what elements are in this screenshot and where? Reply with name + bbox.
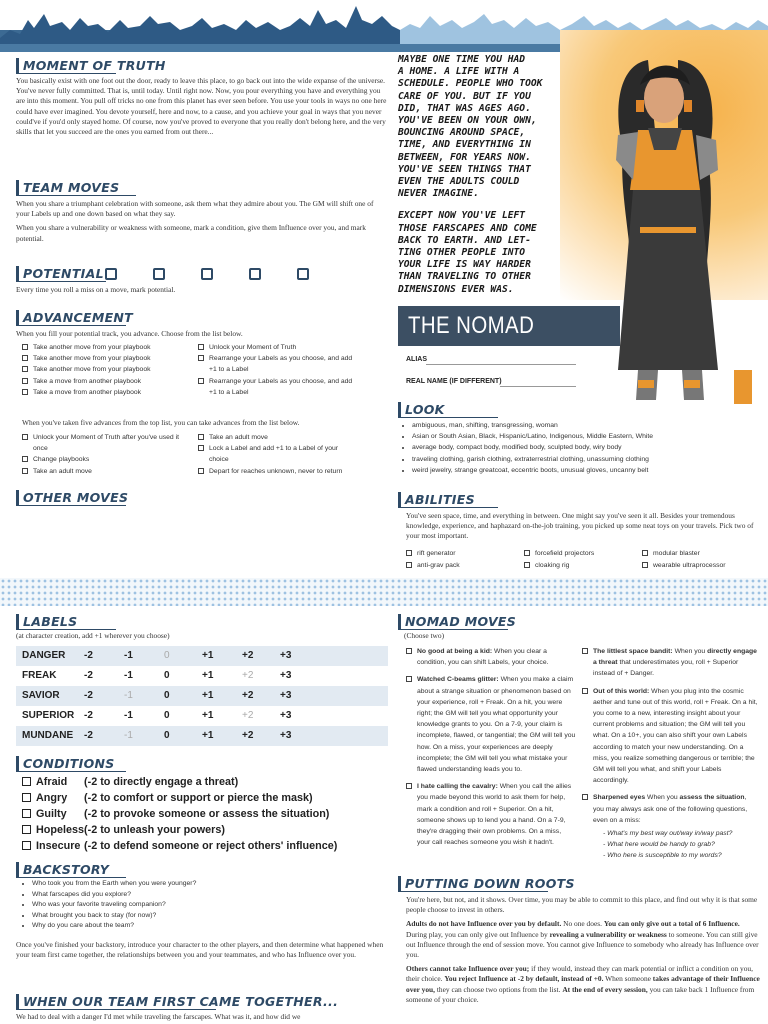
- condition-hopeless[interactable]: Hopeless(-2 to unleash your powers): [22, 822, 392, 838]
- moment-of-truth-text: You basically exist with one foot out the door, ready to leave this place, to go back out into the wide expanse of the universe. You've never fully committed. That is, until today. Until right now. Now, you pour everything you have and everything you are into this moment. You pull off tricks no one from this planet has ever seen before. You use your tools in ways no one here could have ever imagined. You devote yourself, here and now, to a cause, and you achieve your goal in ways that you never could've if you'd only stayed home. Of course, now you've proved to everyone that you really don't belong here, and the very skills that let you succeed are the ones you earned from out there...: [16, 76, 387, 137]
- checkbox[interactable]: [22, 468, 28, 474]
- condition-afraid[interactable]: Afraid (-2 to directly engage a threat): [22, 774, 392, 790]
- label-value[interactable]: -2: [84, 670, 93, 681]
- labels-note: (at character creation, add +1 wherever you choose): [16, 631, 170, 640]
- look-item: • average body, compact body, modified body, sculpted body, wiry body: [412, 442, 758, 453]
- move-sharpened-eyes[interactable]: Sharpened eyes When you assess the situation, you may always ask one of the following questions, even on a miss: - What's my best way out/way in/way past? - What here would be handy to grab? - Who here is susceptible to my words?: [582, 792, 758, 861]
- look-item: • Asian or South Asian, Black, Hispanic/Latino, Indigenous, Middle Eastern, White: [412, 431, 758, 442]
- label-value[interactable]: +1: [202, 650, 214, 661]
- label-value[interactable]: +1: [202, 710, 214, 721]
- checkbox[interactable]: [22, 434, 28, 440]
- real-name-field[interactable]: [500, 386, 576, 387]
- checkbox[interactable]: [22, 793, 31, 802]
- condition-insecure[interactable]: Insecure (-2 to defend someone or reject others' influence): [22, 838, 392, 854]
- advance-option[interactable]: Rearrange your Labels as you choose, and add: [198, 376, 388, 387]
- label-value[interactable]: +1: [202, 670, 214, 681]
- label-value-current[interactable]: +2: [242, 670, 254, 681]
- heading-underline: [16, 281, 106, 282]
- labels-table: [16, 646, 388, 746]
- label-row: [16, 646, 388, 666]
- advance-option[interactable]: Depart for reaches unknown, never to return: [198, 466, 388, 477]
- other-moves-heading: OTHER MOVES: [16, 490, 388, 505]
- label-value[interactable]: +3: [280, 690, 292, 701]
- heading-underline: [398, 629, 508, 630]
- label-name: SAVIOR: [22, 690, 60, 701]
- sharpened-eyes-questions: - What's my best way out/way in/way past? - What here would be handy to grab? - Who here is susceptible to my words?: [603, 830, 733, 860]
- checkbox[interactable]: [22, 841, 31, 850]
- checkbox[interactable]: [198, 445, 204, 451]
- advancement-list-left: [22, 342, 202, 398]
- checkbox[interactable]: [22, 809, 31, 818]
- backstory-question: • What farscapes did you explore?: [32, 890, 388, 901]
- label-value[interactable]: -1: [124, 670, 133, 681]
- roots-text-3: Others cannot take Influence over you; if they would, instead they can mark potential or inflict a condition on you, their choice. You reject Influence at -2 by default, instead of +0. When someone takes advantage of their Influence over you, they can choose two options from the list. At the end of every session, you can take back 1 Influence from someone of your choice.: [406, 964, 760, 1004]
- potential-checkbox[interactable]: [105, 268, 117, 280]
- heading-underline: [398, 891, 548, 892]
- advance-option[interactable]: Change playbooks: [22, 454, 202, 465]
- advance-option[interactable]: Take an adult move: [198, 432, 388, 443]
- checkbox[interactable]: [406, 550, 412, 556]
- moves-column-left: [406, 646, 576, 848]
- team-together-text: We had to deal with a danger I'd met while traveling the farscapes. What was it, and how did we: [16, 1012, 301, 1021]
- moves-column-right: [582, 646, 758, 862]
- potential-text: Every time you roll a miss on a move, mark potential.: [16, 285, 176, 294]
- backstory-question: • What brought you back to stay (for now)?: [32, 911, 388, 922]
- label-name: DANGER: [22, 650, 66, 661]
- advanced-list-left: [22, 432, 202, 477]
- checkbox[interactable]: [198, 355, 204, 361]
- label-value[interactable]: -2: [84, 650, 93, 661]
- advance-option[interactable]: Take another move from your playbook: [22, 364, 202, 375]
- checkbox[interactable]: [22, 344, 28, 350]
- intro-quote: MAYBE ONE TIME YOU HAD A HOME. A LIFE WITH A SCHEDULE. PEOPLE WHO TOOK CARE OF YOU. BUT IF YOU DID, THAT WAS AGES AGO. YOU'VE BEEN ON YOUR OWN, BOUNCING AROUND SPACE, TIME, AND EVERYTHING IN BETWEEN, FOR YEARS NOW. YOU'VE SEEN THINGS THAT EVEN THE ADULTS COULD NEVER IMAGINE. EXCEPT NOW YOU'VE LEFT THOSE FARSCAPES AND COME BACK TO EARTH. AND LET- TING OTHER PEOPLE INTO YOUR LIFE IS WAY HARDER THAN TRAVELING TO OTHER DIMENSIONS EVER WAS.: [398, 54, 543, 295]
- moment-of-truth-heading: MOMENT OF TRUTH: [16, 58, 388, 73]
- advancement-intro-2: When you've taken five advances from the top list, you can take advances from the list below.: [22, 418, 300, 427]
- advance-option[interactable]: Take another move from your playbook: [22, 353, 202, 364]
- checkbox[interactable]: [198, 378, 204, 384]
- label-value[interactable]: +3: [280, 710, 292, 721]
- label-value-current[interactable]: -1: [124, 690, 133, 701]
- heading-underline: [16, 195, 136, 196]
- label-row: [16, 706, 388, 726]
- backstory-heading: BACKSTORY: [16, 862, 388, 877]
- checkbox[interactable]: [642, 562, 648, 568]
- checkbox[interactable]: [22, 777, 31, 786]
- ability-option[interactable]: anti-grav pack: [406, 560, 460, 571]
- nomad-moves-note: (Choose two): [404, 631, 445, 640]
- checkbox[interactable]: [406, 783, 412, 789]
- halftone-divider: [0, 578, 768, 606]
- advance-option[interactable]: Take a move from another playbook: [22, 376, 202, 387]
- checkbox[interactable]: [406, 648, 412, 654]
- advance-option-cont: +1 to a Label: [209, 388, 249, 396]
- labels-heading: LABELS: [16, 614, 388, 629]
- checkbox[interactable]: [22, 378, 28, 384]
- label-value[interactable]: 0: [164, 710, 170, 721]
- heading-underline: [16, 505, 126, 506]
- label-value[interactable]: -2: [84, 710, 93, 721]
- heading-underline: [16, 325, 126, 326]
- look-item: • traveling clothing, garish clothing, extraterrestrial clothing, unassuming clothing: [412, 454, 758, 465]
- conditions-list: [22, 774, 392, 854]
- heading-underline: [16, 771, 126, 772]
- ability-option[interactable]: forcefield projectors: [524, 548, 594, 559]
- nomad-moves-heading: NOMAD MOVES: [398, 614, 760, 629]
- backstory-text: Once you've finished your backstory, introduce your character to the other players, and then determine what happened when your team first came together, the relationships between you and your teammates, and who has Influence over you.: [16, 939, 384, 960]
- heading-underline: [398, 417, 498, 418]
- label-name: SUPERIOR: [22, 710, 75, 721]
- checkbox[interactable]: [406, 562, 412, 568]
- potential-checkbox[interactable]: [249, 268, 261, 280]
- move-no-good-at-being-a-kid[interactable]: No good at being a kid: When you clear a condition, you can shift Labels, your choice.: [406, 646, 576, 668]
- advance-option[interactable]: Unlock your Moment of Truth after you've used it: [22, 432, 202, 443]
- advance-option[interactable]: Lock a Label and add +1 to a Label of your: [198, 443, 388, 454]
- label-value[interactable]: -1: [124, 710, 133, 721]
- label-name: FREAK: [22, 670, 57, 681]
- checkbox[interactable]: [22, 456, 28, 462]
- heading-underline: [16, 1009, 216, 1010]
- label-row: [16, 686, 388, 706]
- label-value[interactable]: 0: [164, 690, 170, 701]
- checkbox[interactable]: [524, 562, 530, 568]
- advance-option[interactable]: Take a move from another playbook: [22, 387, 202, 398]
- label-value[interactable]: +3: [280, 650, 292, 661]
- checkbox[interactable]: [582, 794, 588, 800]
- advance-option-cont: choice: [209, 456, 229, 464]
- condition-angry[interactable]: Angry (-2 to comfort or support or pierce the mask): [22, 790, 392, 806]
- advanced-list-right: [198, 432, 388, 477]
- ability-option[interactable]: rift generator: [406, 548, 456, 559]
- label-value[interactable]: +2: [242, 730, 254, 741]
- look-heading: LOOK: [398, 402, 758, 417]
- label-value-current[interactable]: -1: [124, 730, 133, 741]
- advancement-list-right: [198, 342, 388, 398]
- conditions-heading: CONDITIONS: [16, 756, 388, 771]
- label-value[interactable]: +2: [242, 650, 254, 661]
- team-moves-heading: TEAM MOVES: [16, 180, 388, 195]
- move-littlest-space-bandit[interactable]: The littlest space bandit: When you directly engage a threat that underestimates you, roll + Superior instead of + Danger.: [582, 646, 758, 680]
- label-value[interactable]: +3: [280, 730, 292, 741]
- look-item: • weird jewelry, strange greatcoat, eccentric boots, unusual gloves, uncanny belt: [412, 465, 758, 476]
- potential-checkbox[interactable]: [201, 268, 213, 280]
- look-list: [398, 420, 758, 476]
- label-value[interactable]: -2: [84, 730, 93, 741]
- checkbox[interactable]: [22, 366, 28, 372]
- real-name-label: REAL NAME (IF DIFFERENT): [406, 378, 502, 385]
- heading-underline: [398, 507, 498, 508]
- checkbox[interactable]: [22, 825, 31, 834]
- advance-option-cont: +1 to a Label: [209, 366, 249, 374]
- checkbox[interactable]: [582, 688, 588, 694]
- label-value[interactable]: 0: [164, 730, 170, 741]
- label-row: [16, 666, 388, 686]
- backstory-question: • Why do you care about the team?: [32, 921, 388, 932]
- checkbox[interactable]: [198, 434, 204, 440]
- playbook-title-bar: [398, 306, 620, 346]
- move-i-hate-calling-the-cavalry[interactable]: I hate calling the cavalry: When you call the allies you made beyond this world to ask them for help, mark a condition and roll + Superior. On a hit, someone shows up to lend you a hand. On a 7-9, they're dragging their own problems. On a miss, your call reaches someone you wish it hadn't.: [406, 781, 576, 848]
- checkbox[interactable]: [582, 648, 588, 654]
- advance-option[interactable]: Unlock your Moment of Truth: [198, 342, 388, 353]
- ability-option[interactable]: modular blaster: [642, 548, 700, 559]
- team-together-heading: WHEN OUR TEAM FIRST CAME TOGETHER...: [16, 994, 388, 1009]
- heading-underline: [16, 73, 116, 74]
- backstory-list: [16, 879, 388, 932]
- backstory-question: • Who was your favorite traveling companion?: [32, 900, 388, 911]
- label-value[interactable]: -2: [84, 690, 93, 701]
- heading-underline: [16, 629, 116, 630]
- checkbox[interactable]: [524, 550, 530, 556]
- checkbox[interactable]: [22, 355, 28, 361]
- team-moves-text-2: When you share a vulnerability or weakness with someone, mark a condition, give them Influence over you, and mark potential.: [16, 223, 366, 243]
- potential-checkbox[interactable]: [297, 268, 309, 280]
- alias-label: ALIAS: [406, 356, 427, 363]
- potential-heading: POTENTIAL: [16, 266, 105, 281]
- ability-option[interactable]: wearable ultraprocessor: [642, 560, 726, 571]
- label-value[interactable]: +1: [202, 730, 214, 741]
- nomad-character-illustration: [578, 40, 758, 420]
- advance-option[interactable]: Take an adult move: [22, 466, 202, 477]
- advance-option-cont: once: [33, 445, 48, 453]
- potential-checkbox[interactable]: [153, 268, 165, 280]
- abilities-text: You've seen space, time, and everything in between. One might say you've seen it all. Besides your tremendous knowledge, experience, and haphazard on-the-job training, you picked up some neat toys on your travels. Pick two of your most important.: [406, 511, 754, 541]
- checkbox[interactable]: [406, 676, 412, 682]
- advancement-heading: ADVANCEMENT: [16, 310, 388, 325]
- label-value[interactable]: -1: [124, 650, 133, 661]
- label-value[interactable]: +2: [242, 690, 254, 701]
- label-value-current[interactable]: +2: [242, 710, 254, 721]
- putting-down-roots-heading: PUTTING DOWN ROOTS: [398, 876, 760, 891]
- alias-field[interactable]: [426, 364, 576, 365]
- heading-underline: [16, 877, 126, 878]
- move-watched-c-beams-glitter[interactable]: Watched C-beams glitter: When you make a claim about a strange situation or phenomenon based on your experience, roll + Freak. On a hit, you were right; the GM will tell you what opportunity your knowledge grants to you. On a 7-9, your claim is incomplete, flawed, or tangential; the GM will tell you how. On a miss, your experiences are deeply incomplete; the GM will tell you what mistake your flawed understanding leads you to.: [406, 674, 576, 775]
- label-value[interactable]: +1: [202, 690, 214, 701]
- label-value[interactable]: +3: [280, 670, 292, 681]
- playbook-title: THE NOMAD: [408, 312, 535, 339]
- label-name: MUNDANE: [22, 730, 74, 741]
- roots-text-1: You're here, but not, and it shows. Over time, you may be able to commit to this place, and find out why it is that some people choose to invest in others.: [406, 895, 758, 915]
- roots-text-2: Adults do not have Influence over you by default. No one does. You can only give out a total of 6 Influence. During play, you can only give out Influence by revealing a vulnerability or weakness to someone. You can still give out Influence through the end of session move. You cannot give Influence to somebody who already has Influence over you.: [406, 919, 759, 960]
- checkbox[interactable]: [198, 344, 204, 350]
- checkbox[interactable]: [198, 468, 204, 474]
- backstory-question: • Who took you from the Earth when you were younger?: [32, 879, 388, 890]
- look-item: • ambiguous, man, shifting, transgressing, woman: [412, 420, 758, 431]
- team-moves-text-1: When you share a triumphant celebration with someone, ask them what they admire about you. The GM will shift one of your Labels up and one down based on what they say.: [16, 199, 374, 219]
- ability-option[interactable]: cloaking rig: [524, 560, 569, 571]
- abilities-heading: ABILITIES: [398, 492, 760, 507]
- label-row: [16, 726, 388, 746]
- condition-guilty[interactable]: Guilty (-2 to provoke someone or assess the situation): [22, 806, 392, 822]
- advancement-intro: When you fill your potential track, you advance. Choose from the list below.: [16, 329, 243, 338]
- label-value-current[interactable]: 0: [164, 650, 170, 661]
- label-value[interactable]: 0: [164, 670, 170, 681]
- advance-option[interactable]: Take another move from your playbook: [22, 342, 202, 353]
- checkbox[interactable]: [22, 389, 28, 395]
- checkbox[interactable]: [642, 550, 648, 556]
- advance-option[interactable]: Rearrange your Labels as you choose, and add: [198, 353, 388, 364]
- move-out-of-this-world[interactable]: Out of this world: When you plug into the cosmic aether and tune out of this world, roll + Freak. On a hit, you come to a new, interesting insight about your current problems and situation; the GM will tell you what. On a 10+, you can also shift your own Labels according to match your new understanding. On a miss, you realize something dangerous or terrible; the GM will tell you what, and shift your Labels accordingly.: [582, 686, 758, 787]
